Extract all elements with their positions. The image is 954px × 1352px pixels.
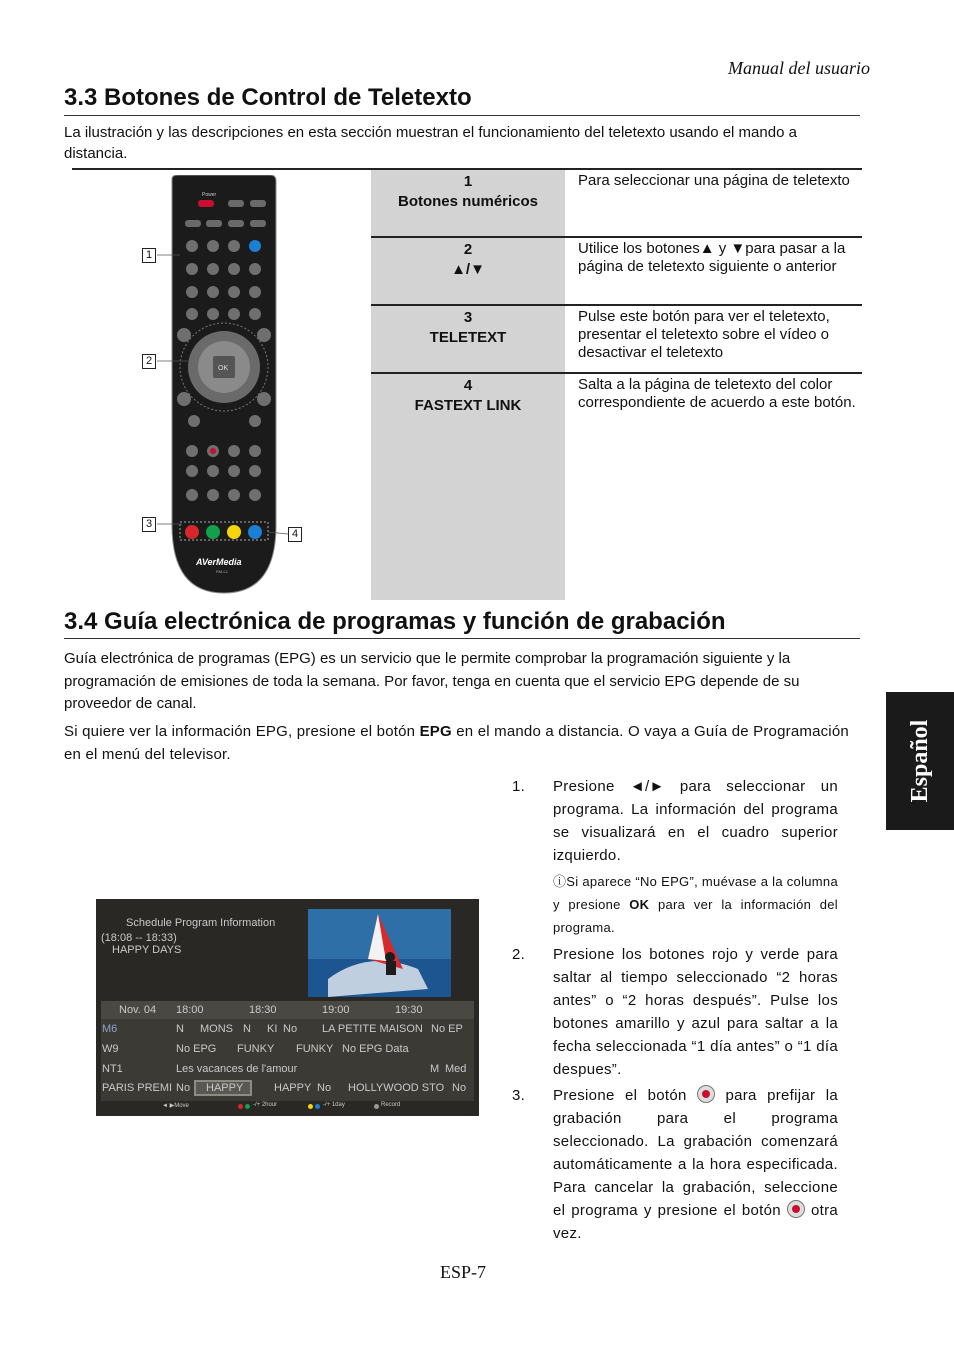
table-row-4-label (371, 376, 565, 416)
language-side-tab (886, 692, 954, 830)
epg-cell[interactable]: HOLLYWOOD STO (348, 1082, 445, 1094)
callout-3: 3 (142, 517, 156, 532)
language-label: Español (907, 719, 933, 803)
epg-info-time: (18:08 -- 18:33) (101, 932, 177, 944)
epg-time-4: 19:30 (395, 1004, 423, 1016)
epg-button-name: EPG (419, 723, 452, 740)
table-row-1-desc: Para seleccionar una página de teletexto (578, 172, 850, 189)
section-3-4-para-1: Guía electrónica de programas (EPG) es un servicio que le permite comprobar la programación siguiente y la programación de emisiones de toda la semana. Por favor, tenga en cuenta que el servicio EPG depende de su proveedor de canal. (64, 650, 800, 712)
record-button-icon (787, 1200, 805, 1218)
callout-2: 2 (142, 354, 156, 369)
section-3-4-rule (64, 638, 860, 639)
row-name: Botones numéricos (397, 193, 539, 210)
epg-cell[interactable]: N (243, 1023, 251, 1035)
epg-cell[interactable]: Les vacances de l'amour (176, 1063, 298, 1075)
epg-hint-2hour: -/+ 2hour (253, 1102, 278, 1108)
remote-power-label: Power (202, 192, 217, 198)
epg-cell[interactable]: No (283, 1023, 298, 1035)
yellow-dot-icon (308, 1104, 313, 1109)
step-3-number: 3. (512, 1087, 526, 1104)
epg-cell[interactable]: No (317, 1082, 332, 1094)
step-2-number: 2. (512, 946, 526, 963)
para-2-text-a: Si quiere ver la información EPG, presione el botón (64, 723, 420, 740)
table-row-separator (371, 236, 862, 238)
epg-cell[interactable]: MONS (200, 1023, 233, 1035)
step-3-text-c: otra vez. (553, 1202, 839, 1242)
epg-cell[interactable]: FUNKY (237, 1043, 275, 1055)
epg-cell[interactable]: Med (445, 1063, 467, 1075)
table-row-separator (371, 304, 862, 306)
step-1-note (553, 870, 838, 939)
epg-cell[interactable]: LA PETITE MAISON (322, 1023, 423, 1035)
table-row-4-desc: Salta a la página de teletexto del color correspondiente de acuerdo a este botón. (578, 376, 856, 411)
step-1-number: 1. (512, 778, 526, 795)
epg-cell[interactable]: M (430, 1063, 440, 1075)
epg-channel-m6[interactable]: M6 (102, 1023, 118, 1035)
epg-info-program: HAPPY DAYS (112, 944, 182, 956)
epg-cell[interactable]: KI (267, 1023, 278, 1035)
section-3-3-rule (64, 115, 860, 116)
epg-time-1: 18:00 (176, 1004, 204, 1016)
row-name: TELETEXT (429, 329, 507, 346)
epg-video-preview (308, 909, 451, 997)
section-3-4-title: 3.4 Guía electrónica de programas y función de grabación (64, 608, 726, 635)
epg-selected-cell[interactable]: HAPPY (194, 1080, 252, 1096)
table-row-3-label (371, 308, 565, 348)
step-3-text-b: para prefijar la grabación para el programa seleccionado. La grabación comenzará automáticamente a la hora especificada. Para cancelar la grabación, seleccione el programa y presione el botón (553, 1087, 838, 1219)
row-name: ▲/▼ (451, 261, 485, 278)
record-button-icon (697, 1085, 715, 1103)
section-3-3-intro: La ilustración y las descripciones en esta sección muestran el funcionamiento del teletexto usando el mando a distancia. (64, 124, 797, 162)
epg-date: Nov. 04 (119, 1004, 157, 1016)
epg-screenshot (96, 899, 479, 1116)
remote-model: RM-L1 (216, 569, 229, 574)
table-row-2-desc: Utilice los botones▲ y ▼para pasar a la página de teletexto siguiente o anterior (578, 240, 846, 275)
epg-cell[interactable]: No EPG Data (342, 1043, 409, 1055)
epg-info-title: Schedule Program Information (126, 917, 276, 929)
callout-4: 4 (288, 527, 302, 542)
section-3-4-para-2 (64, 720, 856, 766)
step-2-text: Presione los botones rojo y verde para saltar al tiempo seleccionado “2 horas antes” o “2 horas después”. Pulse los botones amarillo y azul para saltar a la fecha seleccionada “1 día antes” o “1 día despues”. (553, 946, 838, 1078)
epg-channel-w9[interactable]: W9 (102, 1043, 119, 1055)
para-2-text-c: en el mando a distancia. O vaya a Guía de Programación en el menú del televisor. (64, 723, 849, 763)
epg-time-3: 19:00 (322, 1004, 350, 1016)
epg-cell[interactable]: No (452, 1082, 467, 1094)
green-dot-icon (245, 1104, 250, 1109)
epg-cell[interactable]: No EP (431, 1023, 463, 1035)
epg-hint-move: ◄ ▶Move (162, 1103, 189, 1109)
remote-control-illustration (140, 175, 310, 595)
step-3-text (553, 1084, 838, 1245)
table-row-2-label (371, 240, 565, 280)
row-name: FASTEXT LINK (414, 397, 522, 414)
section-3-3-title: 3.3 Botones de Control de Teletexto (64, 84, 472, 111)
remote-brand: AVerMedia (196, 557, 242, 567)
callout-1: 1 (142, 248, 156, 263)
row-number: 1 (463, 173, 473, 190)
epg-hint-1day: -/+ 1day (323, 1102, 345, 1108)
red-dot-icon (238, 1104, 243, 1109)
step-1-text: Presione ◄/► para seleccionar un programa. La información del programa se visualizará en el cuadro superior izquierdo. (553, 778, 838, 864)
epg-channel-paris-premiere[interactable]: PARIS PREMI (102, 1082, 173, 1094)
step-3-text-a: Presione el botón (553, 1087, 698, 1104)
epg-time-2: 18:30 (249, 1004, 277, 1016)
note-text-a: ⓘSi aparece “No EPG”, muévase a la columna y presione (553, 874, 838, 912)
epg-cell[interactable]: N (176, 1023, 184, 1035)
page-number: ESP-7 (440, 1262, 487, 1282)
blue-dot-icon (315, 1104, 320, 1109)
row-number: 4 (463, 377, 473, 394)
row-number: 3 (463, 309, 473, 326)
epg-cell[interactable]: No EPG (176, 1043, 217, 1055)
table-row-3-desc: Pulse este botón para ver el teletexto, presentar el teletexto sobre el vídeo o desactivar el teletexto (578, 308, 830, 361)
table-row-1-label (371, 172, 565, 212)
ok-button-name: OK (629, 897, 650, 912)
epg-cell[interactable]: No (176, 1082, 191, 1094)
epg-channel-nt1[interactable]: NT1 (102, 1063, 123, 1075)
epg-hint-record: Record (381, 1102, 401, 1108)
table-row-separator (371, 372, 862, 374)
row-number: 2 (463, 241, 473, 258)
epg-cell[interactable]: HAPPY (274, 1082, 312, 1094)
manual-title: Manual del usuario (728, 58, 870, 78)
note-text-c: para ver la información del programa. (553, 897, 838, 935)
epg-cell[interactable]: FUNKY (296, 1043, 334, 1055)
record-dot-icon (374, 1104, 379, 1109)
remote-ok-label: OK (218, 365, 229, 372)
